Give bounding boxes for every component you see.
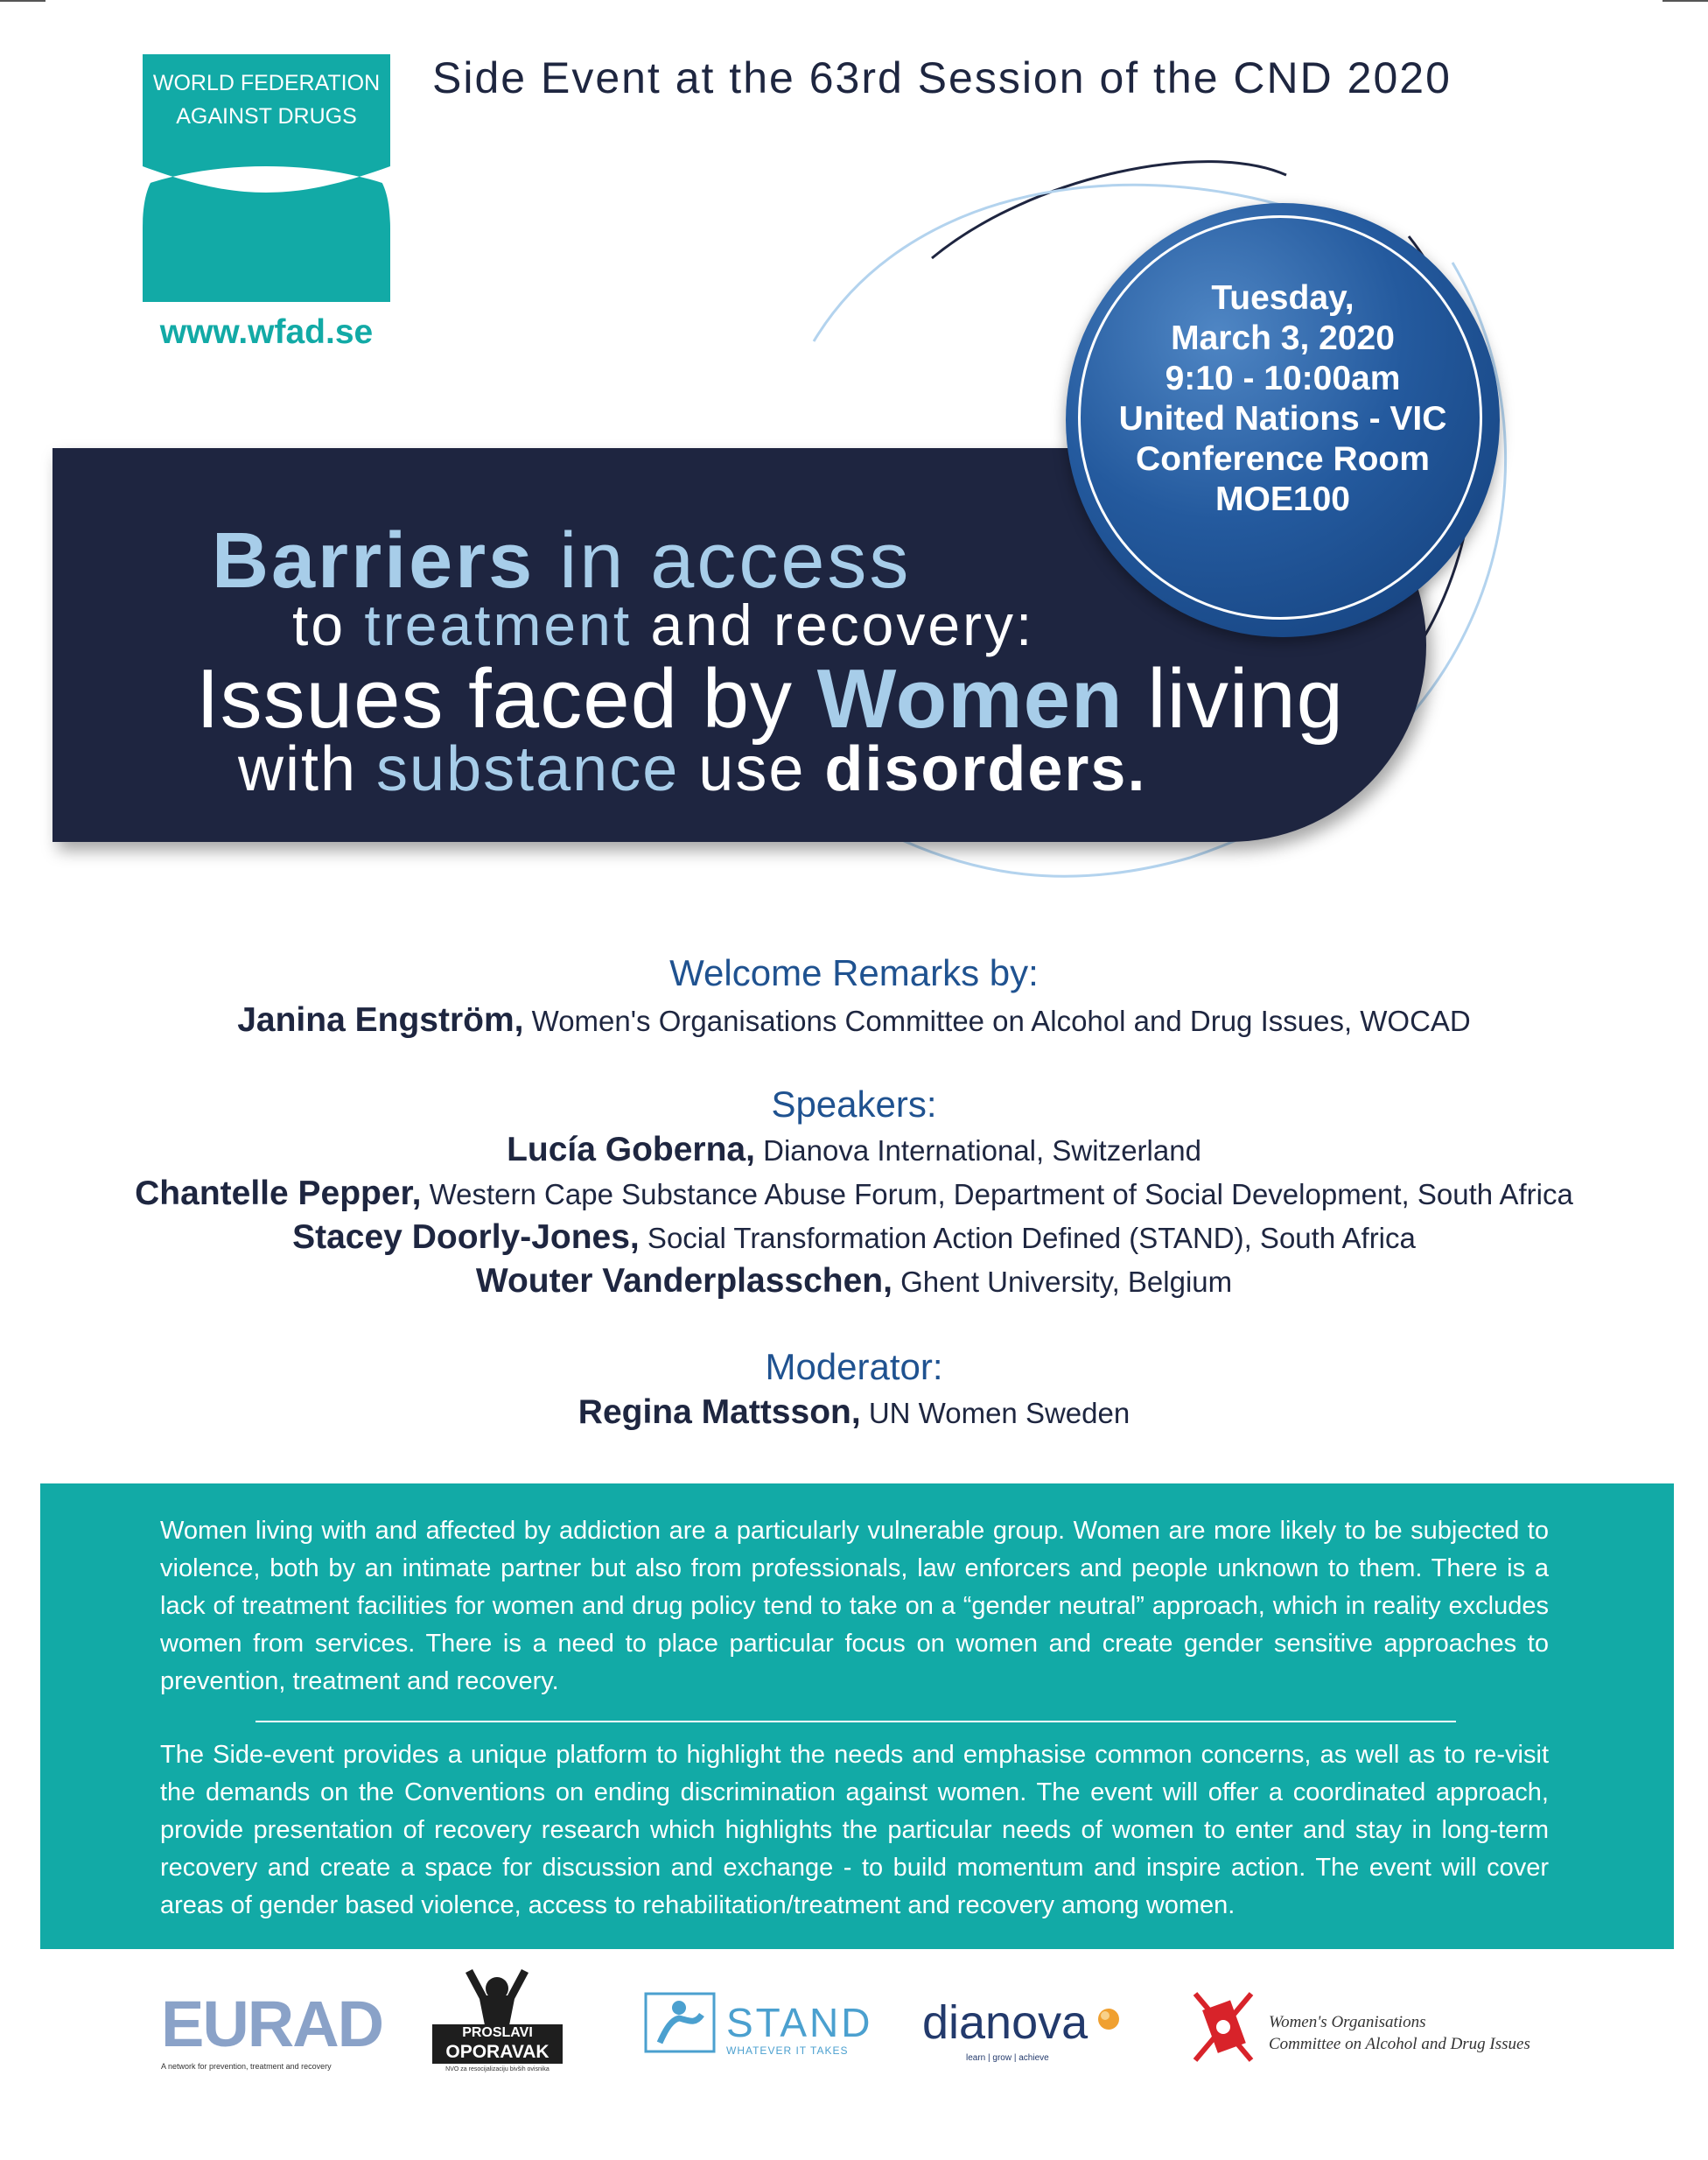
title-line-2-a: to bbox=[292, 593, 365, 657]
title-word-women: Women bbox=[816, 652, 1124, 746]
date-room-label: Conference Room bbox=[1136, 440, 1430, 478]
event-title: Side Event at the 63rd Session of the CND 2020 bbox=[432, 53, 1452, 102]
speaker-name: Stacey Doorly-Jones, bbox=[292, 1218, 640, 1256]
eurad-tagline: A network for prevention, treatment and recovery bbox=[161, 2062, 332, 2071]
speaker-affiliation: Western Cape Substance Abuse Forum, Department of Social Development, South Africa bbox=[421, 1178, 1573, 1210]
title-line-4 bbox=[238, 733, 1146, 805]
stand-tagline: WHATEVER IT TAKES bbox=[726, 2044, 849, 2057]
speaker-line bbox=[0, 1131, 1708, 1169]
wocad-emblem-icon[interactable] bbox=[1186, 1985, 1260, 2069]
date-badge-text bbox=[1066, 278, 1500, 520]
description-paragraph-1: Women living with and affected by addiction are a particularly vulnerable group. Women are more likely to be subjected to violence, both by an intimate partner but also from professionals, law enforcers and people unknown to them. There is a lack of treatment facilities for women and drug policy tend to take on a “gender neutral” approach, which in reality excludes women from services. There is a need to place particular focus on women and create gender sensitive approaches to prevention, treatment and recovery. bbox=[160, 1517, 1549, 1695]
date-time: 9:10 - 10:00am bbox=[1165, 360, 1401, 397]
moderator-affiliation: UN Women Sweden bbox=[860, 1397, 1130, 1429]
moderator-heading: Moderator: bbox=[765, 1346, 943, 1387]
logo-line-2: AGAINST DRUGS bbox=[176, 104, 357, 129]
wocad-line-2: Committee on Alcohol and Drug Issues bbox=[1269, 2035, 1530, 2053]
eurad-logo[interactable]: EURAD bbox=[161, 1988, 383, 2060]
speaker-name: Chantelle Pepper, bbox=[135, 1175, 422, 1212]
welcome-heading: Welcome Remarks by: bbox=[669, 952, 1039, 993]
moderator-name: Regina Mattsson, bbox=[578, 1393, 861, 1431]
speaker-line bbox=[0, 1218, 1708, 1257]
proslavi-tagline: NVO za resocijalizaciju bivših ovisnika bbox=[445, 2066, 550, 2072]
dianova-tagline: learn | grow | achieve bbox=[966, 2053, 1049, 2063]
title-word-disorders: disorders. bbox=[824, 734, 1147, 804]
title-line-1-rest: in access bbox=[535, 517, 912, 605]
logo-arch-icon bbox=[143, 54, 390, 302]
date-venue: United Nations - VIC bbox=[1118, 400, 1447, 438]
title-line-4-c: use bbox=[679, 734, 825, 804]
date-day: March 3, 2020 bbox=[1171, 319, 1395, 357]
welcome-affiliation: Women's Organisations Committee on Alcohol and Drug Issues, WOCAD bbox=[523, 1005, 1471, 1037]
speaker-name: Lucía Goberna, bbox=[507, 1131, 755, 1168]
title-line-4-a: with bbox=[238, 734, 377, 804]
logo-line-1: WORLD FEDERATION bbox=[152, 71, 381, 95]
welcome-line bbox=[0, 1001, 1708, 1040]
description-divider bbox=[256, 1721, 1456, 1722]
proslavi-figure-icon bbox=[462, 1967, 532, 2025]
title-line-2-c: and recovery: bbox=[632, 593, 1035, 657]
title-line-3-c: living bbox=[1123, 652, 1345, 746]
speakers-heading: Speakers: bbox=[771, 1084, 937, 1125]
title-word-barriers: Barriers bbox=[212, 517, 536, 605]
title-line-2 bbox=[292, 592, 1034, 658]
speaker-affiliation: Social Transformation Action Defined (STAND), South Africa bbox=[639, 1222, 1416, 1254]
website-link[interactable]: www.wfad.se bbox=[159, 313, 374, 351]
title-word-substance: substance bbox=[376, 734, 680, 804]
title-line-3-a: Issues faced by bbox=[196, 652, 817, 746]
dianova-circle-icon bbox=[1096, 2006, 1122, 2032]
date-weekday: Tuesday, bbox=[1211, 279, 1354, 317]
welcome-name: Janina Engström, bbox=[237, 1001, 524, 1039]
speaker-affiliation: Ghent University, Belgium bbox=[892, 1266, 1233, 1298]
speaker-line bbox=[0, 1175, 1708, 1213]
wfad-logo[interactable] bbox=[143, 54, 390, 302]
proslavi-line-2: OPORAVAK bbox=[445, 2042, 550, 2062]
wocad-line-1: Women's Organisations bbox=[1269, 2013, 1426, 2031]
dianova-logo[interactable]: dianova bbox=[922, 1996, 1088, 2049]
title-line-2-b: treatment bbox=[364, 593, 633, 657]
stand-logo[interactable]: STAND bbox=[726, 2000, 873, 2045]
speaker-name: Wouter Vanderplasschen, bbox=[475, 1262, 892, 1300]
proslavi-line-1: PROSLAVI bbox=[462, 2025, 533, 2040]
speaker-affiliation: Dianova International, Switzerland bbox=[754, 1134, 1201, 1167]
speaker-line bbox=[0, 1262, 1708, 1301]
moderator-line bbox=[0, 1393, 1708, 1432]
stand-figure-icon bbox=[644, 1992, 716, 2053]
description-paragraph-2: The Side-event provides a unique platform to highlight the needs and emphasise common concerns, as well as to re-visit the demands on the Conventions on ending discrimination against women. The event will offer a coordinated approach, provide presentation of recovery research which highlights the particular needs of women to enter and stay in long-term recovery and create a space for discussion and exchange - to build momentum and inspire action. The event will cover areas of gender based violence, access to rehabilitation/treatment and recovery among women. bbox=[160, 1741, 1549, 1919]
date-room: MOE100 bbox=[1215, 480, 1350, 518]
